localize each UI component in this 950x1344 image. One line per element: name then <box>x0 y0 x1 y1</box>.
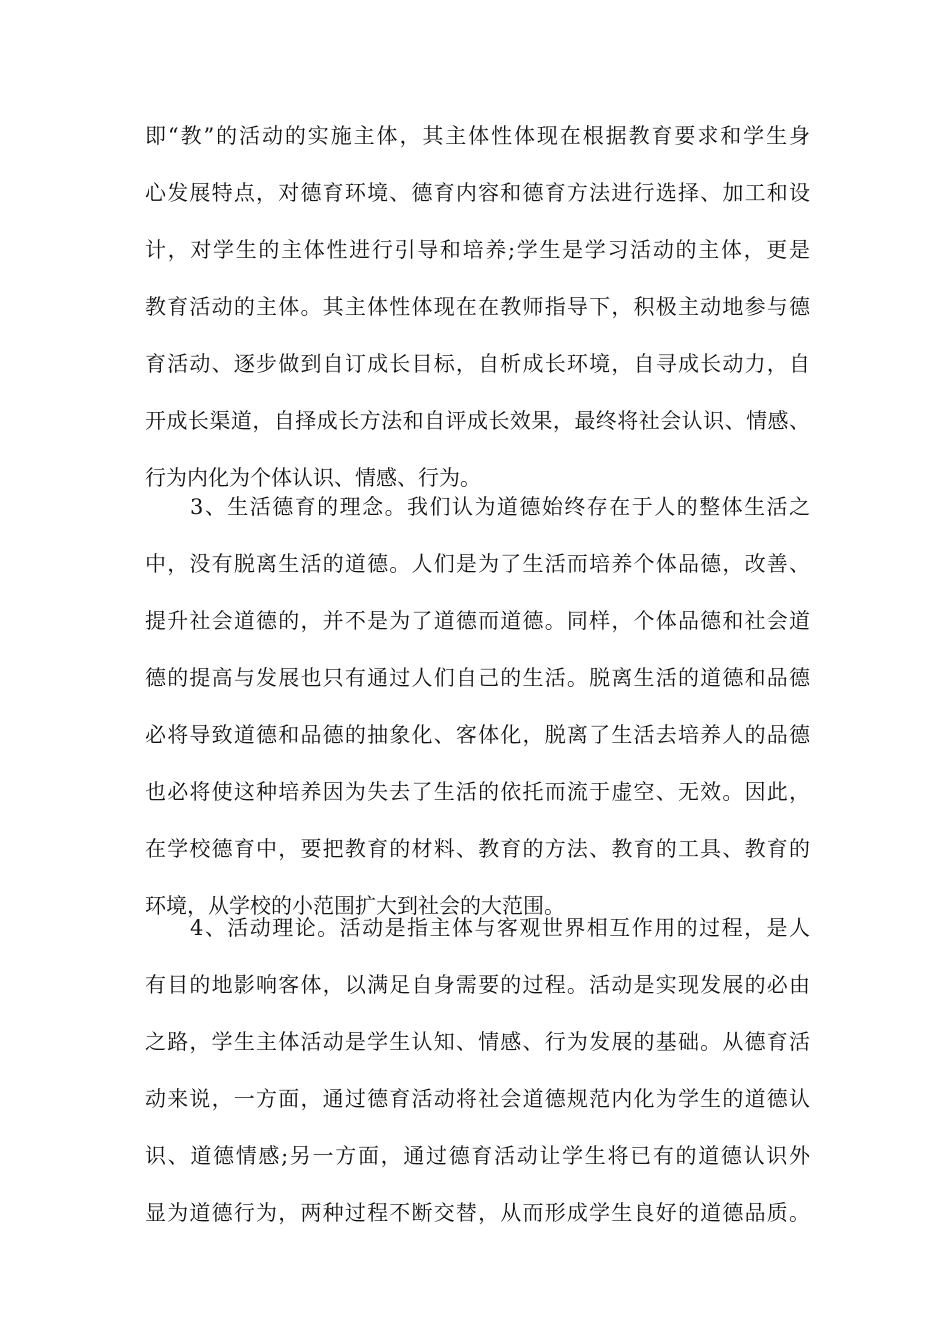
paragraph-3-line-2: 有目的地影响客体，以满足自身需要的过程。活动是实现发展的必由 <box>145 973 810 997</box>
paragraph-3-line-4: 动来说，一方面，通过德育活动将社会道德规范内化为学生的道德认 <box>145 1087 810 1111</box>
paragraph-2-line-7: 在学校德育中，要把教育的材料、教育的方法、教育的工具、教育的 <box>145 837 810 861</box>
paragraph-2-line-8: 环境，从学校的小范围扩大到社会的大范围。 <box>145 894 565 918</box>
paragraph-3-line-1: 4、活动理论。活动是指主体与客观世界相互作用的过程，是人 <box>190 916 810 940</box>
paragraph-1-line-4: 教育活动的主体。其主体性体现在在教师指导下，积极主动地参与德 <box>145 295 810 319</box>
paragraph-1-line-3: 计，对学生的主体性进行引导和培养;学生是学习活动的主体，更是 <box>145 238 810 262</box>
paragraph-2-line-4: 德的提高与发展也只有通过人们自己的生活。脱离生活的道德和品德 <box>145 666 810 690</box>
paragraph-3-line-5: 识、道德情感;另一方面，通过德育活动让学生将已有的道德认识外 <box>145 1144 810 1168</box>
paragraph-1-line-1: 即“教”的活动的实施主体，其主体性体现在根据教育要求和学生身 <box>145 124 810 148</box>
paragraph-1-line-2: 心发展特点，对德育环境、德育内容和德育方法进行选择、加工和设 <box>145 181 810 205</box>
paragraph-2-line-5: 必将导致道德和品德的抽象化、客体化，脱离了生活去培养人的品德 <box>145 723 810 747</box>
paragraph-3-line-6: 显为道德行为，两种过程不断交替，从而形成学生良好的道德品质。 <box>145 1201 810 1225</box>
paragraph-2-line-1: 3、生活德育的理念。我们认为道德始终存在于人的整体生活之 <box>190 495 810 519</box>
paragraph-2-line-6: 也必将使这种培养因为失去了生活的依托而流于虚空、无效。因此， <box>145 780 810 804</box>
paragraph-2-line-3: 提升社会道德的，并不是为了道德而道德。同样，个体品德和社会道 <box>145 609 810 633</box>
paragraph-3-line-3: 之路，学生主体活动是学生认知、情感、行为发展的基础。从德育活 <box>145 1030 810 1054</box>
paragraph-1-line-5: 育活动、逐步做到自订成长目标，自析成长环境，自寻成长动力，自 <box>145 352 810 376</box>
paragraph-2-line-2: 中，没有脱离生活的道德。人们是为了生活而培养个体品德，改善、 <box>145 552 810 576</box>
paragraph-1-line-6: 开成长渠道，自择成长方法和自评成长效果，最终将社会认识、情感、 <box>145 409 810 433</box>
paragraph-1-line-7: 行为内化为个体认识、情感、行为。 <box>145 466 481 490</box>
